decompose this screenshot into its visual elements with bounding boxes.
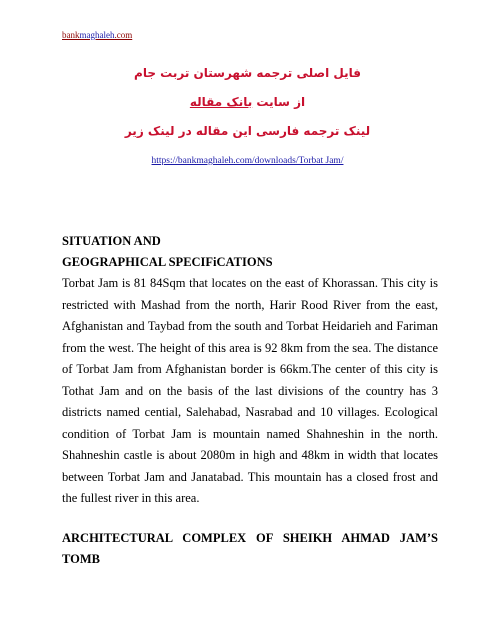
site-link[interactable] (62, 30, 132, 40)
site-link-part-bank: bank (62, 30, 80, 40)
persian-title-line: فایل اصلی ترجمه شهرستان تربت جام (134, 66, 361, 80)
section-paragraph: Torbat Jam is 81 84Sqm that locates on the east of Khorassan. This city is restricted with Mashad from the north, Harir Rood River from the east, Afghanistan and Taybad from the south and Torbat Heidarieh and Fariman from the west. The height of this area is 92 8km from the sea. The distance of Torbat Jam from Afghanistan border is 66km.The center of this city is Tothat Jam and on the basis of the last divisions of the country has 3 districts named cential, Salehabad, Nasrabad and 10 villages. Ecological condition of Torbat Jam is mountain named Shahneshin in the north. Shahneshin castle is about 2080m in high and 48km in width that locates between Torbat Jam and Janatabad. This mountain has a closed frost and the fullest river in this area. (62, 276, 438, 505)
persian-source-prefix: از سایت (252, 95, 306, 109)
section2-heading: ARCHITECTURAL COMPLEX OF SHEIKH AHMAD JAM’S TOMB (62, 530, 438, 566)
section-heading-line2: GEOGRAPHICAL SPECIFiCATIONS (62, 255, 273, 269)
site-link-part-com: .com (114, 30, 133, 40)
persian-source-line (0, 95, 495, 109)
document-body (62, 231, 438, 570)
download-link[interactable]: https://bankmaghaleh.com/downloads/Torbat Jam/ (151, 156, 344, 166)
persian-source-link[interactable]: بانک مقاله (189, 95, 253, 109)
persian-translation-note: لینک ترجمه فارسی این مقاله در لینک زیر (124, 124, 371, 138)
section-heading-line1: SITUATION AND (62, 234, 161, 248)
site-link-part-maghaleh: maghaleh (79, 30, 115, 40)
